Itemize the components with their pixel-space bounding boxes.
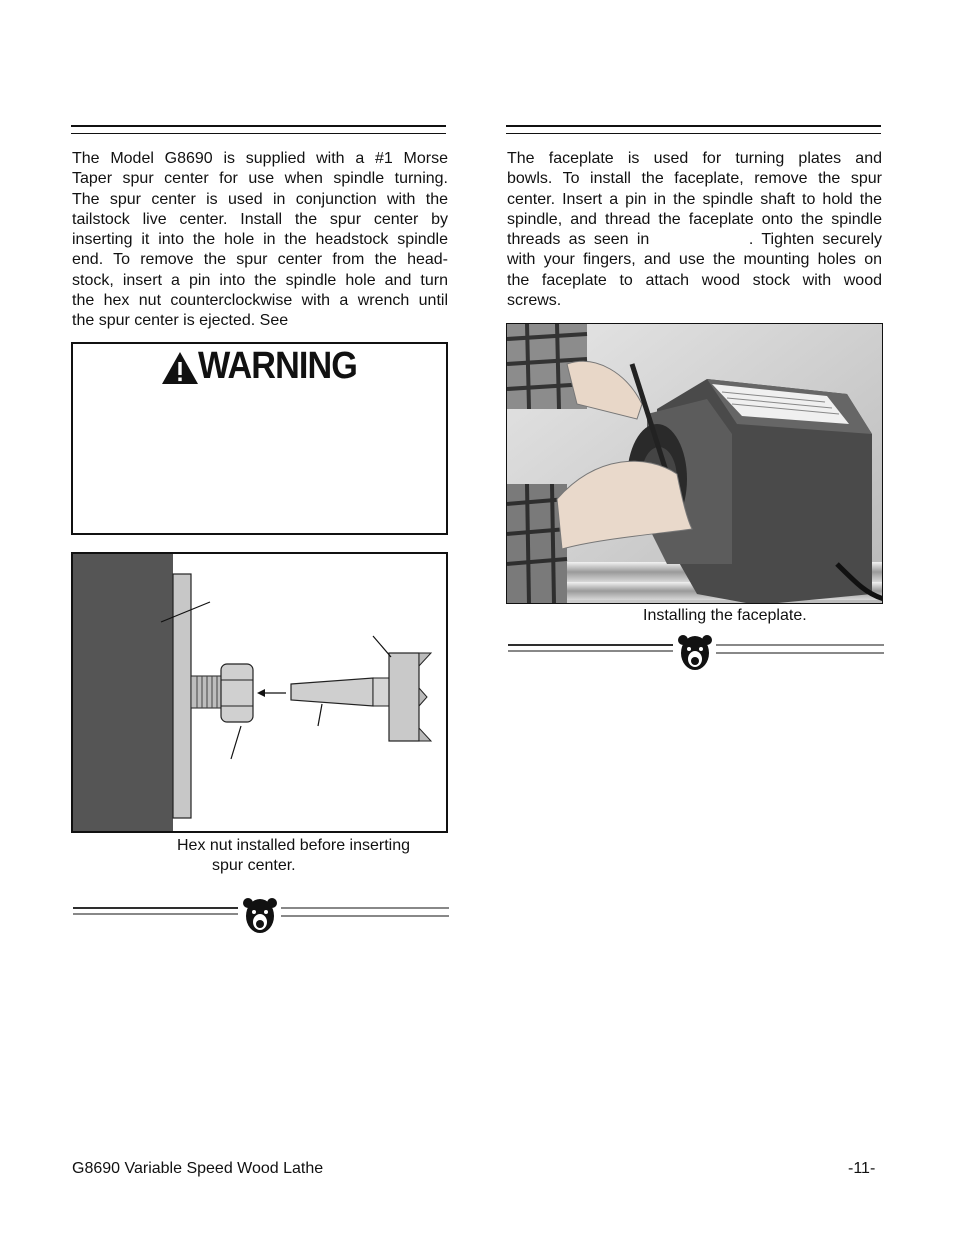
hex-nut <box>221 664 253 722</box>
paragraph-line: center. Insert a pin in the spindle shaft to hold the <box>507 190 882 208</box>
warning-title: WARNING <box>198 345 357 387</box>
paragraph-line: The spur center is used in conjunction with the <box>72 190 448 208</box>
spur-center-taper <box>291 678 373 706</box>
paragraph-line: The Model G8690 is supplied with a #1 Morse <box>72 150 448 167</box>
paragraph-line: the spur center is ejected. See <box>72 312 289 330</box>
faceplate-photo <box>506 323 883 604</box>
paragraph-line: Taper spur center for use when spindle turning. <box>72 170 448 188</box>
paragraph-line: the hex nut counterclockwise with a wrench until <box>72 292 448 310</box>
right-section-rule <box>506 125 881 134</box>
paragraph-line: The faceplate is used for turning plates and <box>507 150 882 167</box>
paragraph-line: with your fingers, and use the mounting holes on <box>507 251 882 269</box>
paragraph-line: spindle, and thread the faceplate onto the spindle <box>507 210 882 228</box>
faceplate-paragraph <box>507 149 882 311</box>
bear-logo-icon <box>242 896 278 936</box>
spur-center-head <box>389 653 419 741</box>
paragraph-line: threads as seen in . Tighten securely <box>507 231 882 249</box>
left-section-rule <box>71 125 446 134</box>
paragraph-line: stock, insert a pin into the spindle hole and turn <box>72 271 448 289</box>
photo-caption: Installing the faceplate. <box>643 607 807 624</box>
caption-line: spur center. <box>212 857 296 874</box>
footer-page-number: -11- <box>848 1160 876 1177</box>
faceplate-photo-illustration <box>507 324 883 604</box>
right-logo-divider <box>508 633 884 673</box>
paragraph-line: end. To remove the spur center from the head- <box>72 251 448 269</box>
bear-logo-icon <box>677 633 713 673</box>
headstock-block <box>73 554 173 833</box>
hex-nut-figure <box>71 552 448 833</box>
paragraph-line: inserting it into the hole in the headstock spindle <box>72 231 448 249</box>
paragraph-line: tailstock live center. Install the spur center by <box>72 210 448 228</box>
spur-center-paragraph <box>72 149 448 332</box>
footer-title: G8690 Variable Speed Wood Lathe <box>72 1160 324 1177</box>
paragraph-line: the faceplate to attach wood stock with wood <box>507 271 882 289</box>
left-logo-divider <box>73 896 449 936</box>
caption-line: Hex nut installed before inserting <box>177 837 411 854</box>
hex-nut-diagram <box>73 554 448 833</box>
warning-heading <box>160 345 370 387</box>
paragraph-line: bowls. To install the faceplate, remove the spur <box>507 170 882 188</box>
paragraph-line: screws. <box>507 292 562 310</box>
figure-caption <box>177 836 410 876</box>
